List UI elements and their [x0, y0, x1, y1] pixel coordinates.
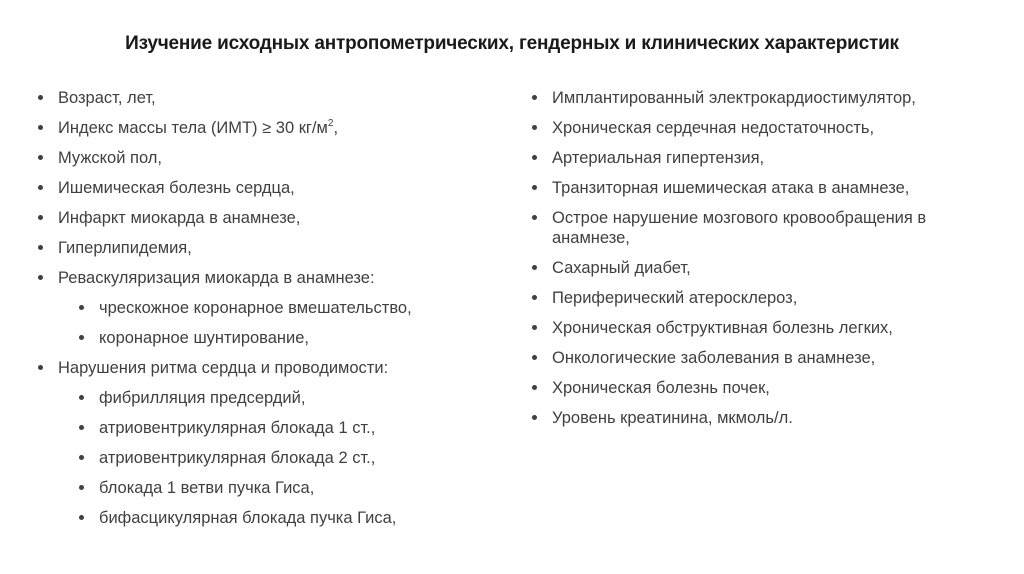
list-item-stroke: Острое нарушение мозгового кровообращения в анамнезе,: [532, 208, 1002, 248]
list-item-bmi: Индекс массы тела (ИМТ) ≥ 30 $кг/м^2$,: [38, 118, 508, 138]
sub-item-bifascicular-block: бифасцикулярная блокада пучка Гиса,: [58, 508, 508, 528]
sub-item-pci: чрескожное коронарное вмешательство,: [58, 298, 508, 318]
list-item-creatinine: Уровень креатинина, мкмоль/л.: [532, 408, 1002, 428]
list-item-hyperlipidemia: Гиперлипидемия,: [38, 238, 508, 258]
list-item-tia: Транзиторная ишемическая атака в анамнезе,: [532, 178, 1002, 198]
bullet-icon: [38, 185, 43, 190]
left-bullet-list: [38, 88, 508, 538]
bullet-icon: [79, 335, 84, 340]
list-item-ckd: Хроническая болезнь почек,: [532, 378, 1002, 398]
bullet-icon: [79, 455, 84, 460]
right-bullet-list: [532, 88, 1002, 438]
arrhythmia-sublist: [58, 388, 508, 528]
bullet-icon: [532, 215, 537, 220]
bullet-icon: [38, 245, 43, 250]
sub-item-cabg: коронарное шунтирование,: [58, 328, 508, 348]
bullet-icon: [79, 485, 84, 490]
list-item-age: Возраст, лет,: [38, 88, 508, 108]
list-item-copd: Хроническая обструктивная болезнь легких,: [532, 318, 1002, 338]
list-item-pacemaker: Имплантированный электрокардиостимулятор,: [532, 88, 1002, 108]
bullet-icon: [79, 305, 84, 310]
list-item-arrhythmia: Нарушения ритма сердца и проводимости: фибрилляция предсердий, атриовентрикулярная блокада 1 ст., атриовентрикулярная блокада 2 ст., блокада 1 ветви пучка Гиса, бифасцикулярная блокада пучка Гиса,: [38, 358, 508, 528]
list-item-mi-history: Инфаркт миокарда в анамнезе,: [38, 208, 508, 228]
bullet-icon: [532, 325, 537, 330]
bullet-icon: [38, 365, 43, 370]
sub-item-av-block-1: атриовентрикулярная блокада 1 ст.,: [58, 418, 508, 438]
bullet-icon: [532, 355, 537, 360]
bullet-icon: [532, 415, 537, 420]
list-item-ihd: Ишемическая болезнь сердца,: [38, 178, 508, 198]
bullet-icon: [38, 215, 43, 220]
sub-item-bundle-branch-block: блокада 1 ветви пучка Гиса,: [58, 478, 508, 498]
list-item-revascularization: Реваскуляризация миокарда в анамнезе: чрескожное коронарное вмешательство, коронарное шунтирование,: [38, 268, 508, 348]
bullet-icon: [532, 385, 537, 390]
bullet-icon: [532, 125, 537, 130]
list-item-diabetes: Сахарный диабет,: [532, 258, 1002, 278]
bullet-icon: [38, 95, 43, 100]
bullet-icon: [38, 275, 43, 280]
bullet-icon: [79, 395, 84, 400]
bullet-icon: [79, 425, 84, 430]
list-item-oncology: Онкологические заболевания в анамнезе,: [532, 348, 1002, 368]
bullet-icon: [532, 185, 537, 190]
bullet-icon: [532, 155, 537, 160]
list-item-hypertension: Артериальная гипертензия,: [532, 148, 1002, 168]
bullet-icon: [38, 125, 43, 130]
bullet-icon: [532, 95, 537, 100]
slide-title: Изучение исходных антропометрических, гендерных и клинических характеристик: [125, 33, 899, 54]
list-item-peripheral-atherosclerosis: Периферический атеросклероз,: [532, 288, 1002, 308]
list-item-heart-failure: Хроническая сердечная недостаточность,: [532, 118, 1002, 138]
list-item-male-sex: Мужской пол,: [38, 148, 508, 168]
bullet-icon: [79, 515, 84, 520]
bullet-icon: [532, 295, 537, 300]
sub-item-af: фибрилляция предсердий,: [58, 388, 508, 408]
bullet-icon: [532, 265, 537, 270]
sub-item-av-block-2: атриовентрикулярная блокада 2 ст.,: [58, 448, 508, 468]
bullet-icon: [38, 155, 43, 160]
revascularization-sublist: [58, 298, 508, 348]
